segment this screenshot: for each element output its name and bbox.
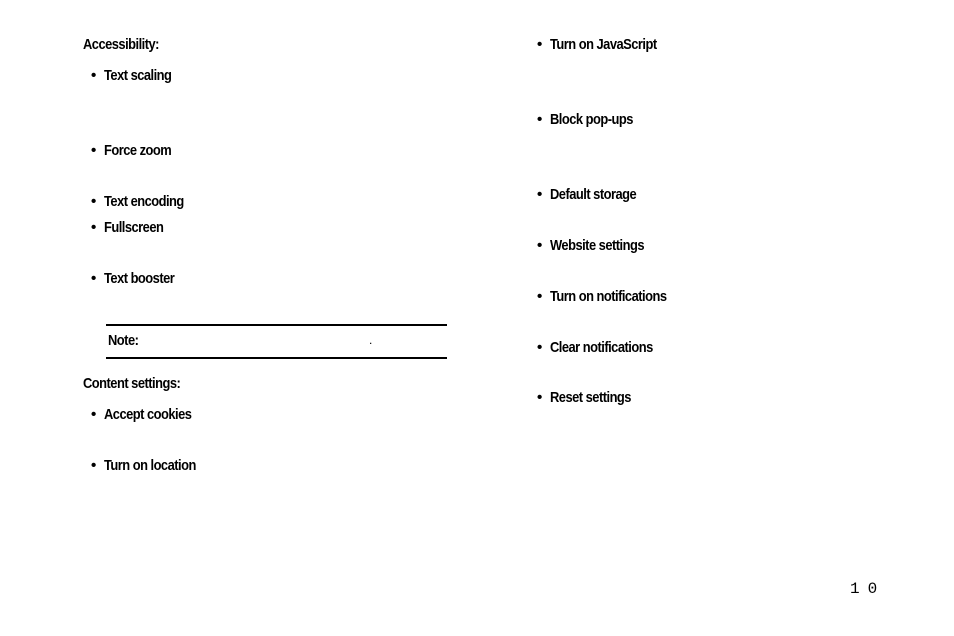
list-item-label: Text encoding xyxy=(104,193,184,210)
list-item-label: Default storage xyxy=(550,186,637,203)
bullet-icon: • xyxy=(91,270,96,287)
note-trailing-text: . xyxy=(369,333,373,347)
list-item-label: Reset settings xyxy=(550,389,631,406)
note-label: Note: xyxy=(108,332,139,349)
note-box xyxy=(106,324,447,359)
bullet-icon: • xyxy=(537,36,542,53)
list-item-label: Accept cookies xyxy=(104,406,192,423)
list-item-label: Turn on notifications xyxy=(550,288,667,305)
bullet-icon: • xyxy=(91,219,96,236)
bullet-icon: • xyxy=(537,339,542,356)
list-item-label: Turn on location xyxy=(104,457,196,474)
bullet-icon: • xyxy=(537,186,542,203)
list-item-label: Clear notifications xyxy=(550,339,653,356)
list-item-label: Text scaling xyxy=(104,67,172,84)
bullet-icon: • xyxy=(91,457,96,474)
list-item-label: Block pop-ups xyxy=(550,111,633,128)
content-settings-heading: Content settings: xyxy=(83,375,181,392)
list-item-label: Text booster xyxy=(104,270,175,287)
bullet-icon: • xyxy=(91,67,96,84)
list-item-label: Fullscreen xyxy=(104,219,164,236)
list-item-label: Turn on JavaScript xyxy=(550,36,657,53)
accessibility-heading: Accessibility: xyxy=(83,36,159,53)
page-number: 10 xyxy=(850,580,886,598)
bullet-icon: • xyxy=(91,142,96,159)
bullet-icon: • xyxy=(91,406,96,423)
bullet-icon: • xyxy=(91,193,96,210)
list-item-label: Force zoom xyxy=(104,142,172,159)
list-item-label: Website settings xyxy=(550,237,645,254)
bullet-icon: • xyxy=(537,237,542,254)
bullet-icon: • xyxy=(537,389,542,406)
bullet-icon: • xyxy=(537,288,542,305)
bullet-icon: • xyxy=(537,111,542,128)
